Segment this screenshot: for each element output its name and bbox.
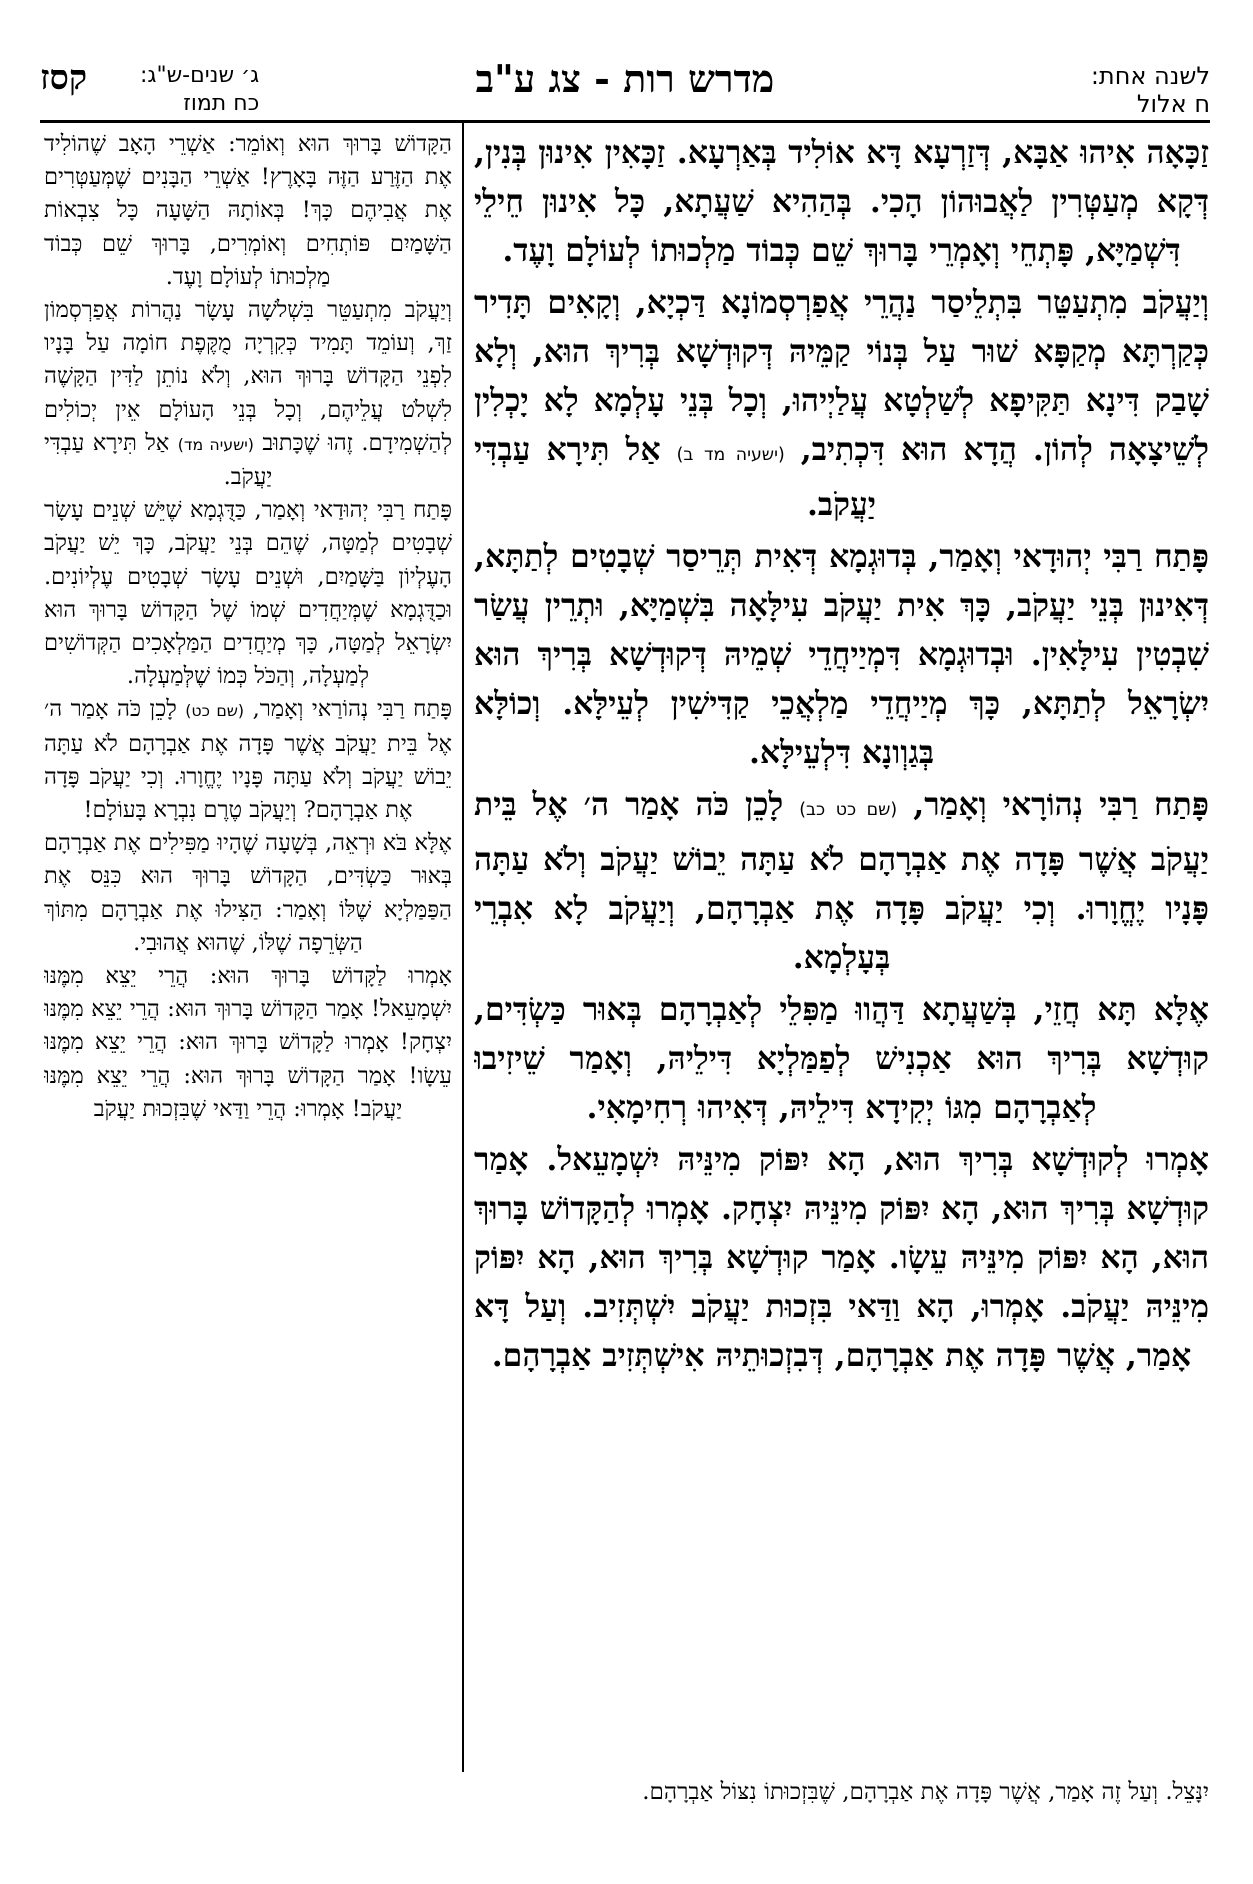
- side-text-1: הַקָּדוֹשׁ בָּרוּךְ הוּא וְאוֹמֵר: אַשְׁרֵי הָאָב שֶׁהוֹלִיד אֶת הַזֶּרַע הַזֶּה בָּאָרֶץ! אַשְׁרֵי הַבָּנִים שֶׁמְּעַטְּרִים אֶת אֲבִיהֶם כָּךְ! בְּאוֹתָהּ הַשָּׁעָה כָּל צִבְאוֹת הַשָּׁמַיִם פּוֹתְחִים וְאוֹמְרִים, בָּרוּךְ שֵׁם כְּבוֹד מַלְכוּתוֹ לְעוֹלָם וָעֶד.: [44, 131, 452, 290]
- side-text-5: פָּתַח רַבִּי נְהוֹרַאי וְאָמַר,: [252, 696, 452, 723]
- page-header: [40, 44, 1210, 118]
- main-paragraph: [474, 128, 1209, 275]
- main-text-4: פָּתַח רַבִּי יְהוּדָאי וְאָמַר, בְּדוּגְמָא דְּאִית תְּרֵיסַר שְׁבָטִים לְתַתָּא, דְּאִינוּן בְּנֵי יַעֲקֹב, כָּךְ אִית יַעֲקֹב עִילָּאָה בִּשְׁמַיָּא, וּתְרֵין עֲשַׂר שִׁבְטִין עִילָּאִין. וּבְדוּגְמָא דִּמְיַיחֲדֵי שְׁמֵיהּ דְּקוּדְשָׁא בְּרִיךְ הוּא יִשְׂרָאֵל לְתַתָּא, כָּךְ מְיַיחֲדֵי מַלְאֲכֵי קַדִּישִׁין לְעֵילָּא. וְכוֹלָּא בְּגַוְונָא דִּלְעֵילָּא.: [474, 538, 1209, 771]
- side-text-7: אֶלָּא בֹּא וּרְאֵה, בְּשָׁעָה שֶׁהָיוּ מַפִּילִים אֶת אַבְרָהָם בְּאוּר כַּשְׂדִּים, הַקָּדוֹשׁ בָּרוּךְ הוּא כִּנֵּס אֶת הַפַּמַּלְיָא שֶׁלּוֹ וְאָמַר: הַצִּילוּ אֶת אַבְרָהָם מִתּוֹךְ הַשְּׂרֵפָה שֶׁלּוֹ, שֶׁהוּא אֲהוּבִי.: [44, 830, 452, 956]
- side-paragraph: [44, 693, 452, 827]
- verse-reference: (שם כט כב): [799, 800, 898, 820]
- side-paragraph: [44, 294, 452, 494]
- side-paragraph: [44, 960, 452, 1126]
- side-text-2: וְיַעֲקֹב מִתְעַטֵּר בִּשְׁלֹשָׁה עָשָׂר נַהֲרוֹת אֲפַרְסְמוֹן זַךְ, וְעוֹמֵד תָּמִיד כְּקִרְיָה מֻקֶּפֶת חוֹמָה עַל בָּנָיו לִפְנֵי הַקָּדוֹשׁ בָּרוּךְ הוּא, וְלֹא נוֹתֵן לַדִּין הַקָּשֶׁה לִשְׁלֹט עֲלֵיהֶם, וְכָל בְּנֵי הָעוֹלָם אֵין יְכוֹלִים לְהַשְׁמִידָם. זֶהוּ שֶׁכָּתוּב: [44, 297, 452, 456]
- side-paragraph: [44, 827, 452, 960]
- side-text-3: אַל תִּירָא עַבְדִּי יַעֲקֹב.: [44, 429, 273, 491]
- main-paragraph: [474, 985, 1209, 1132]
- schedule-three-years-date: כח תמוז: [183, 91, 260, 116]
- side-paragraph: [44, 494, 452, 693]
- hebrew-translation-column: [44, 128, 452, 1768]
- page-number: קסז: [40, 58, 88, 98]
- aramaic-text-column: [474, 128, 1209, 1758]
- schedule-one-year-label: לשנה אחת:: [1090, 62, 1210, 90]
- main-paragraph: [474, 780, 1209, 982]
- verse-reference: (שם כט): [185, 701, 245, 721]
- main-text-3: אַל תִּירָא עַבְדִּי יַעֲקֹב.: [474, 431, 877, 523]
- main-text-6: לָכֵן כֹּה אָמַר ה׳ אֶל בֵּית יַעֲקֹב אֲשֶׁר פָּדָה אֶת אַבְרָהָם לֹא עַתָּה יֵבוֹשׁ יַעֲקֹב וְלֹא עַתָּה פָּנָיו יֶחֱוָרוּ. וְכִי יַעֲקֹב פָּדָה אֶת אַבְרָהָם, וְיַעֲקֹב לָא אִבְרֵי בְּעָלְמָא.: [474, 786, 1209, 976]
- main-paragraph: [474, 1135, 1209, 1380]
- side-text-6: לָכֵן כֹּה אָמַר ה׳ אֶל בֵּית יַעֲקֹב אֲשֶׁר פָּדָה אֶת אַבְרָהָם לֹא עַתָּה יֵבוֹשׁ יַעֲקֹב וְלֹא עַתָּה פָּנָיו יֶחֱוָרוּ. וְכִי יַעֲקֹב פָּדָה אֶת אַבְרָהָם? וְיַעֲקֹב טֶרֶם נִבְרָא בָּעוֹלָם!: [44, 696, 452, 824]
- main-text-1: זַכָּאָה אִיהוּ אַבָּא, דְּזַרְעָא דָּא אוֹלִיד בְּאַרְעָא. זַכָּאִין אִינוּן בְּנִין, דְּקָא מְעַטְּרִין לַאֲבוּהוֹן הָכִי. בְּהַהִיא שַׁעֲתָא, כָּל אִינוּן חֵילֵי דִּשְׁמַיָּא, פָּתְחֵי וְאָמְרֵי בָּרוּךְ שֵׁם כְּבוֹד מַלְכוּתוֹ לְעוֹלָם וָעֶד.: [474, 134, 1209, 269]
- schedule-three-years-label: ג׳ שנים-ש"ג:: [140, 63, 260, 88]
- schedule-three-years: [140, 62, 259, 118]
- side-paragraph: [44, 128, 452, 294]
- verse-reference: (ישעיה מד): [177, 434, 254, 454]
- header-divider: [40, 120, 1210, 123]
- main-text-7: אֶלָּא תָּא חֲזֵי, בְּשַׁעֲתָא דַּהֲווּ מַפִּלֵי לְאַבְרָהָם בְּאוּר כַּשְׂדִּים, קוּדְשָׁא בְּרִיךְ הוּא אַכְנִישׁ לְפַמַּלְיָא דִּילֵיהּ, וְאָמַר שֵׁיזִיבוּ לְאַבְרָהָם מִגּוֹ יְקִידָא דִּילֵיהּ, דְּאִיהוּ רְחִימָאִי.: [474, 991, 1209, 1126]
- side-text-8: אָמְרוּ לַקָּדוֹשׁ בָּרוּךְ הוּא: הֲרֵי יֵצֵא מִמֶּנּוּ יִשְׁמָעֵאל! אָמַר הַקָּדוֹשׁ בָּרוּךְ הוּא: הֲרֵי יֵצֵא מִמֶּנּוּ יִצְחָק! אָמְרוּ לַקָּדוֹשׁ בָּרוּךְ הוּא: הֲרֵי יֵצֵא מִמֶּנּוּ עֵשָׂו! אָמַר הַקָּדוֹשׁ בָּרוּךְ הוּא: הֲרֵי יֵצֵא מִמֶּנּוּ יַעֲקֹב! אָמְרוּ: הֲרֵי וַדַּאי שֶׁבִּזְכוּת יַעֲקֹב: [44, 963, 452, 1122]
- page-title: מדרש רות - צג ע"ב: [475, 56, 775, 101]
- schedule-one-year-date: ח אלול: [1136, 90, 1210, 118]
- main-paragraph: [474, 532, 1209, 777]
- main-text-2: וְיַעֲקֹב מִתְעַטֵּר בִּתְלֵיסַר נַהֲרֵי אֲפַרְסְמוֹנָא דַּכְיָא, וְקָאִים תָּדִיר כְּקַרְתָּא מְקַפָּא שׁוּר עַל בְּנוֹי קַמֵּיהּ דְּקוּדְשָׁא בְּרִיךְ הוּא, וְלָא שָׁבַק דִּינָא תַּקִּיפָא לְשַׁלְטָא עֲלַיְיהוּ, וְכָל בְּנֵי עָלְמָא לָא יָכְלִין לְשֵׁיצָאָה לְהוֹן. הֲדָא הוּא דִּכְתִיב,: [474, 284, 1209, 468]
- verse-reference: (ישעיה מד ב): [676, 445, 785, 465]
- main-paragraph: [474, 278, 1209, 529]
- footer-continuation-line: יִנָּצֵל. וְעַל זֶה אָמַר, אֲשֶׁר פָּדָה אֶת אַבְרָהָם, שֶׁבִּזְכוּתוֹ נִצּוֹל אַבְרָהָם.: [642, 1779, 1209, 1805]
- main-text-8: אָמְרוּ לְקוּדְשָׁא בְּרִיךְ הוּא, הָא יִפּוֹק מִינֵּיהּ יִשְׁמָעֵאל. אָמַר קוּדְשָׁא בְּרִיךְ הוּא, הָא יִפּוֹק מִינֵּיהּ יִצְחָק. אָמְרוּ לְהַקָּדוֹשׁ בָּרוּךְ הוּא, הָא יִפּוֹק מִינֵּיהּ עֵשָׂו. אָמַר קוּדְשָׁא בְּרִיךְ הוּא, הָא יִפּוֹק מִינֵּיהּ יַעֲקֹב. אָמְרוּ, הָא וַדַּאי בִּזְכוּת יַעֲקֹב יִשְׁתְּזִיב. וְעַל דָּא אָמַר, אֲשֶׁר פָּדָה אֶת אַבְרָהָם, דְּבִזְכוּתֵיהּ אִישְׁתְּזִיב אַבְרָהָם.: [474, 1141, 1209, 1374]
- main-text-5: פָּתַח רַבִּי נְהוֹרָאי וְאָמַר,: [913, 786, 1209, 823]
- side-text-4: פָּתַח רַבִּי יְהוּדַאי וְאָמַר, כַּדֻּגְמָא שֶׁיֵּשׁ שְׁנֵים עָשָׂר שְׁבָטִים לְמַטָּה, שֶׁהֵם בְּנֵי יַעֲקֹב, כָּךְ יֵשׁ יַעֲקֹב הָעֶלְיוֹן בַּשָּׁמַיִם, וּשְׁנֵים עָשָׂר שְׁבָטִים עֶלְיוֹנִים. וּכַדֻּגְמָא שֶׁמְּיַחֲדִים שְׁמוֹ שֶׁל הַקָּדוֹשׁ בָּרוּךְ הוּא יִשְׂרָאֵל לְמַטָּה, כָּךְ מְיַחֲדִים הַמַּלְאָכִים הַקְּדוֹשִׁים לְמַעְלָה, וְהַכֹּל כְּמוֹ שֶׁלְּמַעְלָה.: [44, 497, 452, 690]
- column-divider: [462, 122, 464, 1772]
